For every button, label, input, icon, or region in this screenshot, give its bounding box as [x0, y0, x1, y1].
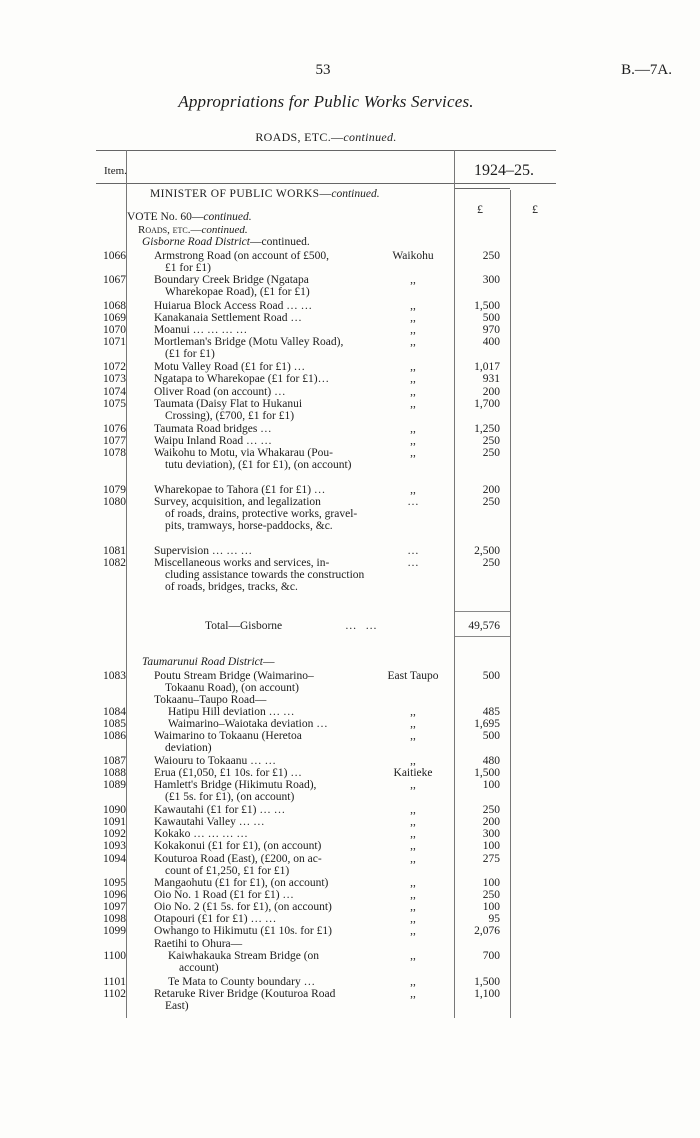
item-description-main: Mangaohutu (£1 for £1), (on account) [154, 877, 329, 889]
item-locality: ,, [410, 447, 416, 459]
item-amount: 500 [482, 312, 500, 324]
item-description-main: Hatipu Hill deviation … … [168, 706, 295, 718]
gisborne-total-amount: 49,576 [468, 620, 500, 632]
item-number: 1100 [103, 950, 126, 962]
item-number: 1091 [103, 816, 126, 828]
item-description-main: Kanakanaia Settlement Road … [154, 312, 302, 324]
item-description [168, 706, 369, 718]
item-description [154, 767, 369, 779]
item-locality: ,, [410, 889, 416, 901]
item-number: 1083 [103, 670, 126, 682]
item-amount: 931 [482, 373, 500, 385]
item-description-continued: tutu deviation), (£1 for £1), (on account) [165, 459, 352, 472]
item-description-main: Kouturoa Road (East), (£200, on ac- [154, 853, 322, 865]
item-locality: ,, [410, 925, 416, 937]
item-description-continued: (£1 for £1) [165, 348, 215, 361]
gisborne-total-label: Total—Gisborne [205, 620, 283, 632]
item-description-main: Oio No. 1 Road (£1 for £1) … [154, 889, 294, 901]
item-description [154, 557, 369, 594]
vote-continued: continued. [203, 211, 252, 223]
item-number: 1079 [103, 484, 126, 496]
item-amount: 300 [482, 828, 500, 840]
item-description-main: Taumata (Daisy Flat to Hukanui [154, 398, 303, 410]
item-description-main: Oio No. 2 (£1 5s. for £1), (on account) [154, 901, 332, 913]
item-number: 1072 [103, 361, 126, 373]
item-description [154, 484, 369, 496]
item-description-main: Kokakonui (£1 for £1), (on account) [154, 840, 322, 852]
item-locality: ,, [410, 300, 416, 312]
item-description [154, 336, 369, 360]
item-description-main: Erua (£1,050, £1 10s. for £1) … [154, 767, 302, 779]
pound-sign-2: £ [532, 202, 538, 216]
total-bottom-rule [455, 636, 510, 637]
item-amount: 1,250 [474, 423, 500, 435]
item-description [154, 828, 369, 840]
item-amount: 1,100 [474, 988, 500, 1000]
item-description-main: Waimarino to Tokaanu (Heretoa [154, 730, 302, 742]
subtitle-continued: continued. [343, 130, 397, 144]
item-locality: Kaitieke [393, 767, 433, 779]
ministry-main: MINISTER OF PUBLIC WORKS— [150, 188, 332, 200]
item-amount: 500 [482, 670, 500, 682]
item-description-main: Miscellaneous works and services, in- [154, 557, 330, 569]
item-locality: ,, [410, 435, 416, 447]
gisborne-total-leader: … … [345, 620, 380, 632]
item-description-main: Poutu Stream Bridge (Waimarino– [154, 670, 314, 682]
taumarunui-heading-rest: — [262, 656, 275, 668]
item-number: 1084 [103, 706, 126, 718]
item-description [154, 447, 369, 471]
item-description-main: Supervision … … … [154, 545, 253, 557]
item-amount: 200 [482, 816, 500, 828]
item-number: 1087 [103, 755, 126, 767]
item-locality: ,, [410, 913, 416, 925]
item-number: 1076 [103, 423, 126, 435]
item-description [168, 976, 369, 988]
item-locality: ,, [410, 840, 416, 852]
item-description [154, 398, 369, 422]
item-number: 1068 [103, 300, 126, 312]
item-description-main: Raetihi to Ohura— [154, 938, 243, 950]
item-description [154, 300, 369, 312]
item-number: 1102 [103, 988, 126, 1000]
item-description [168, 950, 369, 974]
section-subtitle [0, 130, 652, 145]
item-locality: ,, [410, 706, 416, 718]
item-number: 1090 [103, 804, 126, 816]
taumarunui-district-heading [142, 656, 274, 668]
item-amount: 100 [482, 877, 500, 889]
page-number: 53 [315, 62, 331, 78]
item-amount: 1,500 [474, 300, 500, 312]
item-locality: ,, [410, 484, 416, 496]
item-number: 1097 [103, 901, 126, 913]
item-description-continued: deviation) [165, 742, 212, 755]
item-description-continued: cluding assistance towards the construction of roads, bridges, tracks, &c. [165, 569, 365, 594]
item-description-continued: Crossing), (£700, £1 for £1) [165, 410, 295, 423]
item-amount: 1,695 [474, 718, 500, 730]
item-locality: ,, [410, 312, 416, 324]
item-description [154, 312, 369, 324]
item-description-main: Waimarino–Waiotaka deviation … [168, 718, 328, 730]
item-amount: 250 [482, 557, 500, 569]
item-number: 1089 [103, 779, 126, 791]
item-locality: ,, [410, 274, 416, 286]
item-number: 1099 [103, 925, 126, 937]
item-amount: 2,500 [474, 545, 500, 557]
item-number: 1066 [103, 250, 126, 262]
item-locality: Waikohu [392, 250, 434, 262]
item-description-main: Te Mata to County boundary … [168, 976, 316, 988]
item-description [154, 496, 369, 533]
item-locality: ,, [410, 877, 416, 889]
item-amount: 95 [488, 913, 500, 925]
item-description [154, 386, 369, 398]
taumarunui-heading-italic: Taumarunui Road District [142, 656, 263, 668]
item-locality: ,, [410, 976, 416, 988]
item-locality: ,, [410, 386, 416, 398]
item-number: 1067 [103, 274, 126, 286]
item-amount: 250 [482, 496, 500, 508]
item-description [168, 718, 369, 730]
item-number: 1074 [103, 386, 126, 398]
gisborne-district-heading [142, 236, 310, 248]
item-number: 1095 [103, 877, 126, 889]
item-description-main: Moanui … … … … [154, 324, 248, 336]
item-description [154, 889, 369, 901]
item-amount: 1,017 [474, 361, 500, 373]
item-description [154, 274, 369, 298]
item-locality: ,, [410, 779, 416, 791]
item-description-main: Huiarua Block Access Road … … [154, 300, 313, 312]
item-description-main: Hamlett's Bridge (Hikimutu Road), [154, 779, 317, 791]
item-amount: 250 [482, 447, 500, 459]
item-locality: ,, [410, 730, 416, 742]
item-amount: 200 [482, 386, 500, 398]
item-description [154, 730, 369, 754]
gisborne-heading-rest: —continued. [249, 236, 310, 248]
item-description-main: Kawautahi (£1 for £1) … … [154, 804, 286, 816]
item-description-main: Retaruke River Bridge (Kouturoa Road [154, 988, 336, 1000]
item-locality: ,, [410, 398, 416, 410]
item-amount: 275 [482, 853, 500, 865]
item-number: 1096 [103, 889, 126, 901]
subtitle-main: ROADS, ETC.— [255, 130, 344, 144]
page-title: Appropriations for Public Works Services. [178, 92, 474, 111]
item-description-continued: (£1 5s. for £1), (on account) [165, 791, 295, 804]
item-amount: 970 [482, 324, 500, 336]
ministry-continued: continued. [331, 188, 380, 200]
header-bottom-rule [96, 183, 556, 184]
item-description-main: Taumata Road bridges … [154, 423, 272, 435]
item-description [154, 545, 369, 557]
item-amount: 700 [482, 950, 500, 962]
item-description-main: Waiouru to Tokaanu … … [154, 755, 276, 767]
item-amount: 1,500 [474, 767, 500, 779]
item-description-main: Kokako … … … … [154, 828, 248, 840]
item-description-main: Owhango to Hikimutu (£1 10s. for £1) [154, 925, 332, 937]
item-amount: 100 [482, 901, 500, 913]
item-number: 1070 [103, 324, 126, 336]
item-description [154, 670, 369, 694]
item-description-main: Wharekopae to Tahora (£1 for £1) … [154, 484, 326, 496]
item-description [154, 755, 369, 767]
item-description-main: Otapouri (£1 for £1) … … [154, 913, 277, 925]
item-description-main: Oliver Road (on account) … [154, 386, 286, 398]
item-description-continued: account) [179, 962, 219, 975]
item-description-main: Motu Valley Road (£1 for £1) … [154, 361, 306, 373]
item-column-rule [126, 150, 127, 1018]
header-top-rule [96, 150, 556, 151]
item-description-main: Armstrong Road (on account of £500, [154, 250, 330, 262]
item-amount: 400 [482, 336, 500, 348]
item-amount: 2,076 [474, 925, 500, 937]
year-underline-rule [455, 188, 510, 189]
item-description [154, 877, 369, 889]
roads-main: Roads, etc.— [138, 224, 202, 236]
item-description [154, 901, 369, 913]
item-amount: 250 [482, 804, 500, 816]
ministry-heading [150, 188, 380, 200]
item-description-continued: of roads, drains, protective works, gravel-pits, tramways, horse-paddocks, &c. [165, 508, 358, 533]
item-description [154, 423, 369, 435]
item-amount: 500 [482, 730, 500, 742]
item-amount: 250 [482, 889, 500, 901]
item-locality: ,, [410, 804, 416, 816]
item-number: 1069 [103, 312, 126, 324]
year-column-header: 1924–25. [474, 162, 534, 179]
amount-column-rule [454, 150, 455, 1018]
item-description [154, 694, 369, 706]
item-number: 1093 [103, 840, 126, 852]
item-description [154, 913, 369, 925]
item-locality: ,, [410, 373, 416, 385]
item-description-main: Kawautahi Valley … … [154, 816, 265, 828]
item-number: 1101 [103, 976, 126, 988]
item-locality: ,, [410, 755, 416, 767]
item-locality: ,, [410, 336, 416, 348]
item-description-main: Waipu Inland Road … … [154, 435, 272, 447]
total-column-rule [510, 190, 511, 1018]
item-number: 1088 [103, 767, 126, 779]
item-description [154, 925, 369, 937]
item-locality: East Taupo [387, 670, 439, 682]
item-description [154, 361, 369, 373]
item-number: 1073 [103, 373, 126, 385]
item-description [154, 938, 369, 950]
item-locality: … [407, 496, 419, 508]
item-description-main: Mortleman's Bridge (Motu Valley Road), [154, 336, 344, 348]
item-number: 1098 [103, 913, 126, 925]
item-amount: 1,500 [474, 976, 500, 988]
item-number: 1081 [103, 545, 126, 557]
item-description-main: Boundary Creek Bridge (Ngatapa [154, 274, 309, 286]
item-locality: ,, [410, 324, 416, 336]
item-locality: ,, [410, 361, 416, 373]
item-number: 1082 [103, 557, 126, 569]
item-description [154, 816, 369, 828]
item-locality: … [407, 557, 419, 569]
item-description [154, 435, 369, 447]
item-number: 1092 [103, 828, 126, 840]
vote-main: VOTE No. 60— [127, 211, 204, 223]
item-description-main: Tokaanu–Taupo Road— [154, 694, 267, 706]
item-amount: 480 [482, 755, 500, 767]
item-description [154, 853, 369, 877]
item-amount: 250 [482, 435, 500, 447]
total-top-rule [455, 611, 510, 612]
item-amount: 100 [482, 779, 500, 791]
item-description-main: Kaiwhakauka Stream Bridge (on [168, 950, 320, 962]
item-description [154, 373, 369, 385]
item-amount: 300 [482, 274, 500, 286]
item-number: 1071 [103, 336, 126, 348]
item-number: 1085 [103, 718, 126, 730]
gisborne-heading-italic: Gisborne Road District [142, 236, 250, 248]
item-number: 1077 [103, 435, 126, 447]
roads-heading [138, 224, 248, 236]
item-amount: 200 [482, 484, 500, 496]
document-reference: B.—7A. [621, 62, 672, 78]
item-description [154, 988, 369, 1012]
item-locality: ,, [410, 828, 416, 840]
pound-sign-1: £ [477, 202, 483, 216]
item-number: 1094 [103, 853, 126, 865]
item-number: 1086 [103, 730, 126, 742]
item-description [154, 804, 369, 816]
item-description-continued: count of £1,250, £1 for £1) [165, 865, 290, 878]
item-number: 1078 [103, 447, 126, 459]
item-description-continued: £1 for £1) [165, 262, 211, 275]
item-column-header: Item. [104, 165, 127, 177]
item-locality: ,, [410, 423, 416, 435]
item-amount: 250 [482, 250, 500, 262]
item-description [154, 324, 369, 336]
item-locality: … [407, 545, 419, 557]
item-description-continued: Wharekopae Road), (£1 for £1) [165, 286, 310, 299]
vote-heading [127, 211, 252, 223]
item-amount: 1,700 [474, 398, 500, 410]
item-number: 1080 [103, 496, 126, 508]
item-description-main: Ngatapa to Wharekopae (£1 for £1)… [154, 373, 330, 385]
item-description [154, 840, 369, 852]
item-locality: ,, [410, 901, 416, 913]
roads-continued: continued. [201, 224, 248, 236]
item-description-main: Survey, acquisition, and legalization [154, 496, 321, 508]
item-locality: ,, [410, 988, 416, 1000]
item-description-continued: East) [165, 1000, 189, 1013]
item-locality: ,, [410, 718, 416, 730]
item-number: 1075 [103, 398, 126, 410]
item-locality: ,, [410, 853, 416, 865]
item-locality: ,, [410, 950, 416, 962]
item-description [154, 250, 369, 274]
item-description-continued: Tokaanu Road), (on account) [165, 682, 299, 695]
item-amount: 100 [482, 840, 500, 852]
item-description [154, 779, 369, 803]
item-description-main: Waikohu to Motu, via Whakarau (Pou- [154, 447, 333, 459]
item-locality: ,, [410, 816, 416, 828]
item-amount: 485 [482, 706, 500, 718]
